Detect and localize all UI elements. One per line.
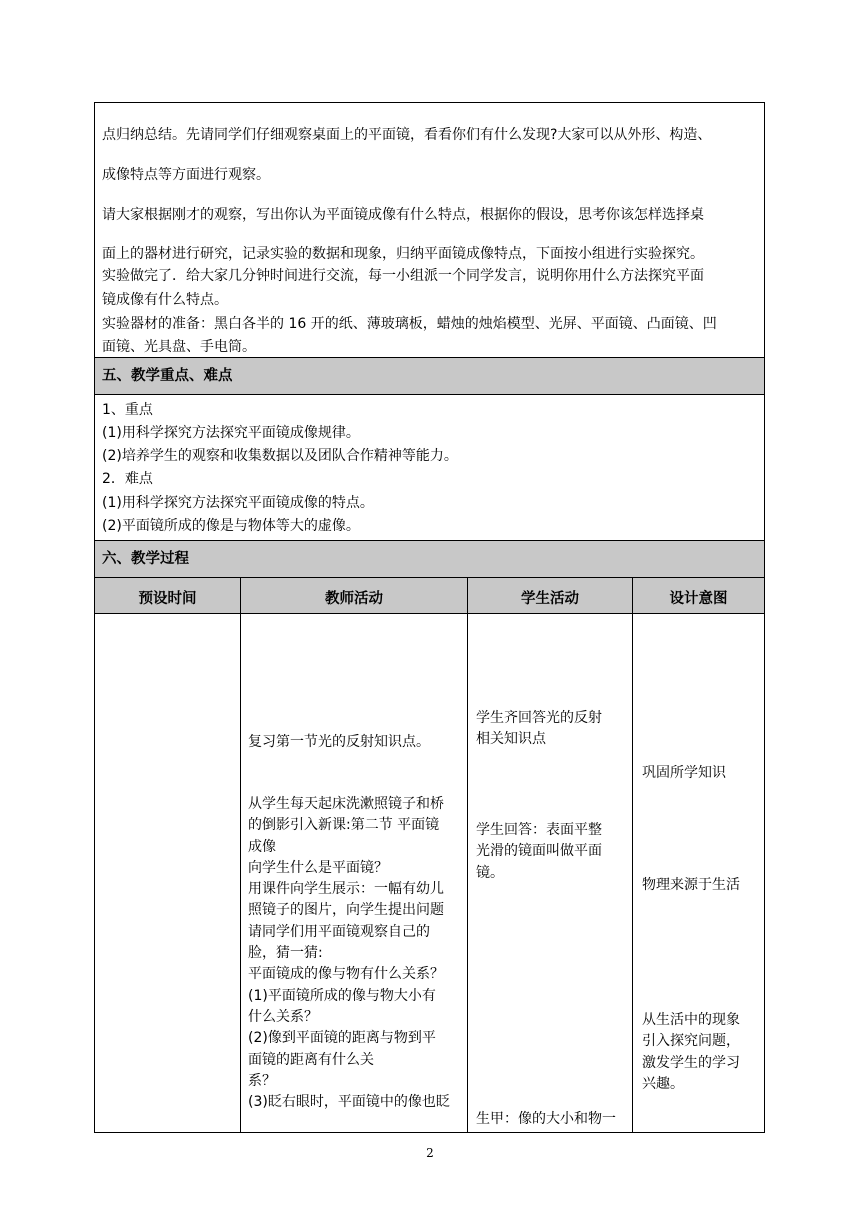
section5-line: (1)用科学探究方法探究平面镜成像规律。 [102,425,360,441]
teacher-line: 从学生每天起床洗漱照镜子和桥 [248,796,444,812]
student-answer-3: 生甲：像的大小和物一 [476,1111,616,1127]
intro-line: 实验做完了．给大家几分钟时间进行交流，每一小组派一个同学发言，说明你用什么方法探究平面 [102,268,704,284]
column-divider [467,577,468,1133]
divider [94,613,765,614]
teacher-line: 的倒影引入新课:第二节 平面镜 [248,817,440,834]
divider [94,540,765,541]
col-header-teacher: 教师活动 [325,591,383,607]
student-line: 学生回答：表面平整 [476,822,602,838]
section5-title: 五、教学重点、难点 [102,368,233,384]
col-header-intent: 设计意图 [669,591,728,607]
section5-line: (2)培养学生的观察和收集数据以及团队合作精神等能力。 [102,448,458,464]
intent-line: 引入探究问题， [642,1033,740,1050]
section5-line: 2．难点 [102,471,153,487]
teacher-line: 请同学们用平面镜观察自己的 [248,923,430,940]
teacher-line: 用课件向学生展示：一幅有幼儿 [248,881,444,898]
teacher-line: (3)眨右眼时，平面镜中的像也眨 [248,1094,450,1111]
intent-line: 兴趣。 [642,1075,684,1092]
section5-line: (1)用科学探究方法探究平面镜成像的特点。 [102,495,374,511]
intent-line: 从生活中的现象 [642,1012,740,1028]
teacher-line: 脸，猜一猜: [248,945,323,962]
teacher-line: 系？ [248,1072,276,1089]
intent-line: 激发学生的学习 [642,1054,740,1071]
student-line: 光滑的镜面叫做平面 [476,843,602,860]
teacher-line: 面镜的距离有什么关 [248,1051,374,1068]
section6-title: 六、教学过程 [102,551,189,567]
intro-line: 镜成像有什么特点。 [102,292,228,308]
intro-line: 请大家根据刚才的观察，写出你认为平面镜成像有什么特点，根据你的假设，思考你该怎样选择桌 [102,207,704,223]
teacher-line: 什么关系？ [248,1008,318,1025]
teacher-activity [248,794,466,1113]
student-line: 镜。 [476,864,504,881]
col-header-time: 预设时间 [138,591,197,607]
column-divider [632,577,633,1133]
col-header-student: 学生活动 [521,591,579,607]
teacher-line: 成像 [248,838,276,855]
teacher-review: 复习第一节光的反射知识点。 [248,734,430,750]
student-line: 相关知识点 [476,731,546,748]
intent-item-2: 物理来源于生活 [642,877,740,893]
section5-line: 1、重点 [102,402,153,418]
column-divider [240,577,241,1133]
page-number: 2 [426,1146,434,1160]
intro-line: 点归纳总结。先请同学们仔细观察桌面上的平面镜，看看你们有什么发现?大家可以从外形、构造、 [102,127,712,143]
intro-line: 面上的器材进行研究，记录实验的数据和现象，归纳平面镜成像特点，下面按小组进行实验探究。 [102,246,704,262]
intro-line: 成像特点等方面进行观察。 [102,167,270,183]
student-line: 学生齐回答光的反射 [476,710,602,726]
divider [94,357,765,358]
section5-line: (2)平面镜所成的像是与物体等大的虚像。 [102,518,360,534]
intent-item-1: 巩固所学知识 [642,765,726,781]
teacher-line: 向学生什么是平面镜？ [248,859,388,876]
divider [94,394,765,395]
teacher-line: (2)像到平面镜的距离与物到平 [248,1030,436,1047]
student-answer-2 [476,820,630,884]
student-answer-1 [476,708,630,751]
teacher-line: (1)平面镜所成的像与物大小有 [248,987,436,1004]
intro-line: 面镜、光具盘、手电筒。 [102,339,256,355]
teacher-line: 照镜子的图片，向学生提出问题 [248,902,444,919]
section6-header-bg [95,541,764,577]
teacher-line: 平面镜成的像与物有什么关系？ [248,966,444,983]
intent-item-3 [642,1010,762,1095]
intro-line: 实验器材的准备：黑白各半的 16 开的纸、薄玻璃板，蜡烛的烛焰模型、光屏、平面镜、凸面镜、凹 [102,316,717,332]
